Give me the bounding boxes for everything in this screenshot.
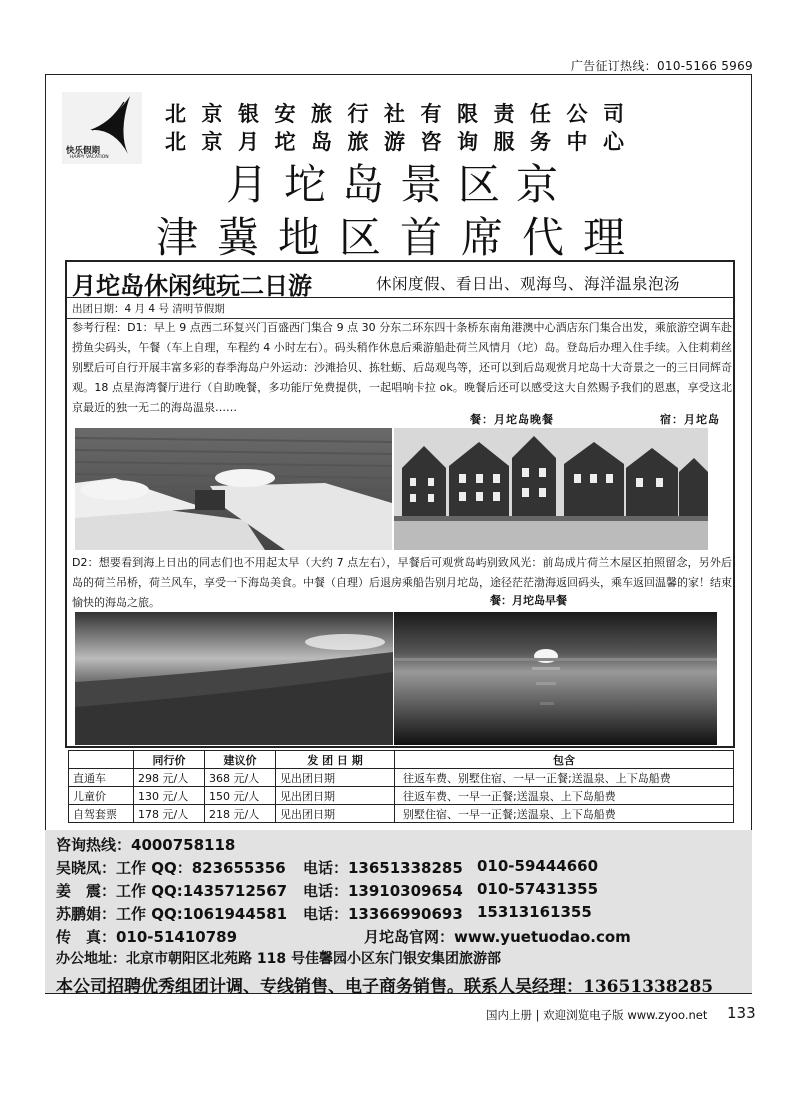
table-header-cell: 建议价 <box>205 751 276 769</box>
page-number: 133 <box>727 1004 756 1022</box>
table-header-row <box>69 751 734 769</box>
headline-2: 津冀地区首席代理 <box>155 213 644 262</box>
table-cell: 别墅住宿、一早一正餐;送温泉、上下岛船费 <box>395 805 734 823</box>
table-cell: 直通车 <box>69 769 134 787</box>
price-table <box>68 750 734 823</box>
sea-sunrise-photo <box>394 612 717 745</box>
contact-phone-2: 010-59444660 <box>477 857 599 875</box>
contact-qq: 吴晓凤：工作 QQ：823655356 <box>56 859 286 877</box>
table-row <box>69 805 734 823</box>
website: 月坨岛官网：www.yuetuodao.com <box>364 928 631 946</box>
consult-hotline: 咨询热线：4000758118 <box>56 836 236 854</box>
table-cell: 298 元/人 <box>134 769 205 787</box>
stay-day1: 宿：月坨岛 <box>660 413 720 426</box>
departure-date: 出团日期：4 月 4 号 清明节假期 <box>72 303 225 315</box>
table-cell: 130 元/人 <box>134 787 205 805</box>
logo-text: 快乐假期 <box>66 146 101 156</box>
table-cell: 见出团日期 <box>276 769 395 787</box>
contact-phone-2: 15313161355 <box>477 903 592 921</box>
table-row <box>69 769 734 787</box>
contact-phone: 电话：13910309654 <box>303 882 463 900</box>
logo-sub: HAPPY VACATION <box>70 155 109 160</box>
table-cell: 218 元/人 <box>205 805 276 823</box>
table-header-cell: 包含 <box>395 751 734 769</box>
table-cell: 自驾套票 <box>69 805 134 823</box>
hotel-room-photo <box>75 428 392 550</box>
meal-day1: 餐：月坨岛晚餐 <box>470 413 554 426</box>
table-cell: 178 元/人 <box>134 805 205 823</box>
table-header-cell: 同行价 <box>134 751 205 769</box>
contact-phone: 电话：13366990693 <box>303 905 463 923</box>
table-header-cell <box>69 751 134 769</box>
office-address: 办公地址：北京市朝阳区北苑路 118 号佳馨园小区东门银安集团旅游部 <box>56 951 501 967</box>
table-cell: 150 元/人 <box>205 787 276 805</box>
meal-day2: 餐：月坨岛早餐 <box>490 594 567 607</box>
footer-text: 国内上册 | 欢迎浏览电子版 www.zyoo.net <box>486 1008 708 1022</box>
headline-1: 月坨岛景区京 <box>225 160 574 209</box>
contact-qq: 苏鹏娟：工作 QQ:1061944581 <box>56 905 288 923</box>
table-cell: 儿童价 <box>69 787 134 805</box>
table-cell: 往返车费、一早一正餐;送温泉、上下岛船费 <box>395 787 734 805</box>
offer-subtitle: 休闲度假、看日出、观海鸟、海洋温泉泡汤 <box>376 275 681 293</box>
divider <box>67 297 733 298</box>
table-header-cell: 发 团 日 期 <box>276 751 395 769</box>
table-cell: 见出团日期 <box>276 805 395 823</box>
table-cell: 往返车费、别墅住宿、一早一正餐;送温泉、上下岛船费 <box>395 769 734 787</box>
recruitment-notice: 本公司招聘优秀组团计调、专线销售、电子商务销售。联系人吴经理：13651338285 <box>56 977 714 997</box>
contact-phone-2: 010-57431355 <box>477 880 599 898</box>
itinerary-day2: D2：想要看到海上日出的同志们也不用起太早（大约 7 点左右），早餐后可观赏岛屿别致风光：前岛成片荷兰木屋区拍照留念，另外后岛的荷兰吊桥，荷兰风车，享受一下海岛美食。中餐（自理）后退房乘船告别月坨岛，途径茫茫渤海返回码头，乘车返回温馨的家！结束愉快的海岛之旅。 <box>72 556 732 609</box>
contact-phone: 电话：13651338285 <box>303 859 463 877</box>
contact-qq: 姜 震：工作 QQ:1435712567 <box>56 882 288 900</box>
offer-title: 月坨岛休闲纯玩二日游 <box>72 271 312 300</box>
table-row <box>69 787 734 805</box>
table-cell: 见出团日期 <box>276 787 395 805</box>
ad-hotline: 广告征订热线：010-5166 5969 <box>570 59 753 73</box>
fax: 传 真：010-51410789 <box>56 928 238 946</box>
company-name-2: 北京月坨岛旅游咨询服务中心 <box>165 129 640 154</box>
beach-sunset-photo <box>75 612 393 745</box>
itinerary-day1: 参考行程：D1：早上 9 点西二环复兴门百盛西门集合 9 点 30 分东二环东四十条桥东南角港澳中心酒店东门集合出发，乘旅游空调车赴捞鱼尖码头，午餐（车上自理，车程约 4 小时左右）。码头稍作休息后乘游船赴荷兰风情月（坨）岛。登岛后办理入住手续。入住莉莉丝别墅后可自行开展丰富多彩的春季海岛户外运动：沙滩拾贝、拣牡蛎、后岛观鸟等，还可以到后岛观赏月坨岛十大奇景之一的三日同辉奇观。18 点星海湾餐厅进行（自助晚餐，多功能厅免费提供，一起唱响卡拉 ok。晚餐后还可以感受这大自然赐予我们的恩惠，享受这北京最近的独一无二的海岛温泉…… <box>72 321 732 414</box>
dutch-houses-photo <box>394 428 708 550</box>
table-cell: 368 元/人 <box>205 769 276 787</box>
company-name-1: 北京银安旅行社有限责任公司 <box>165 101 640 126</box>
